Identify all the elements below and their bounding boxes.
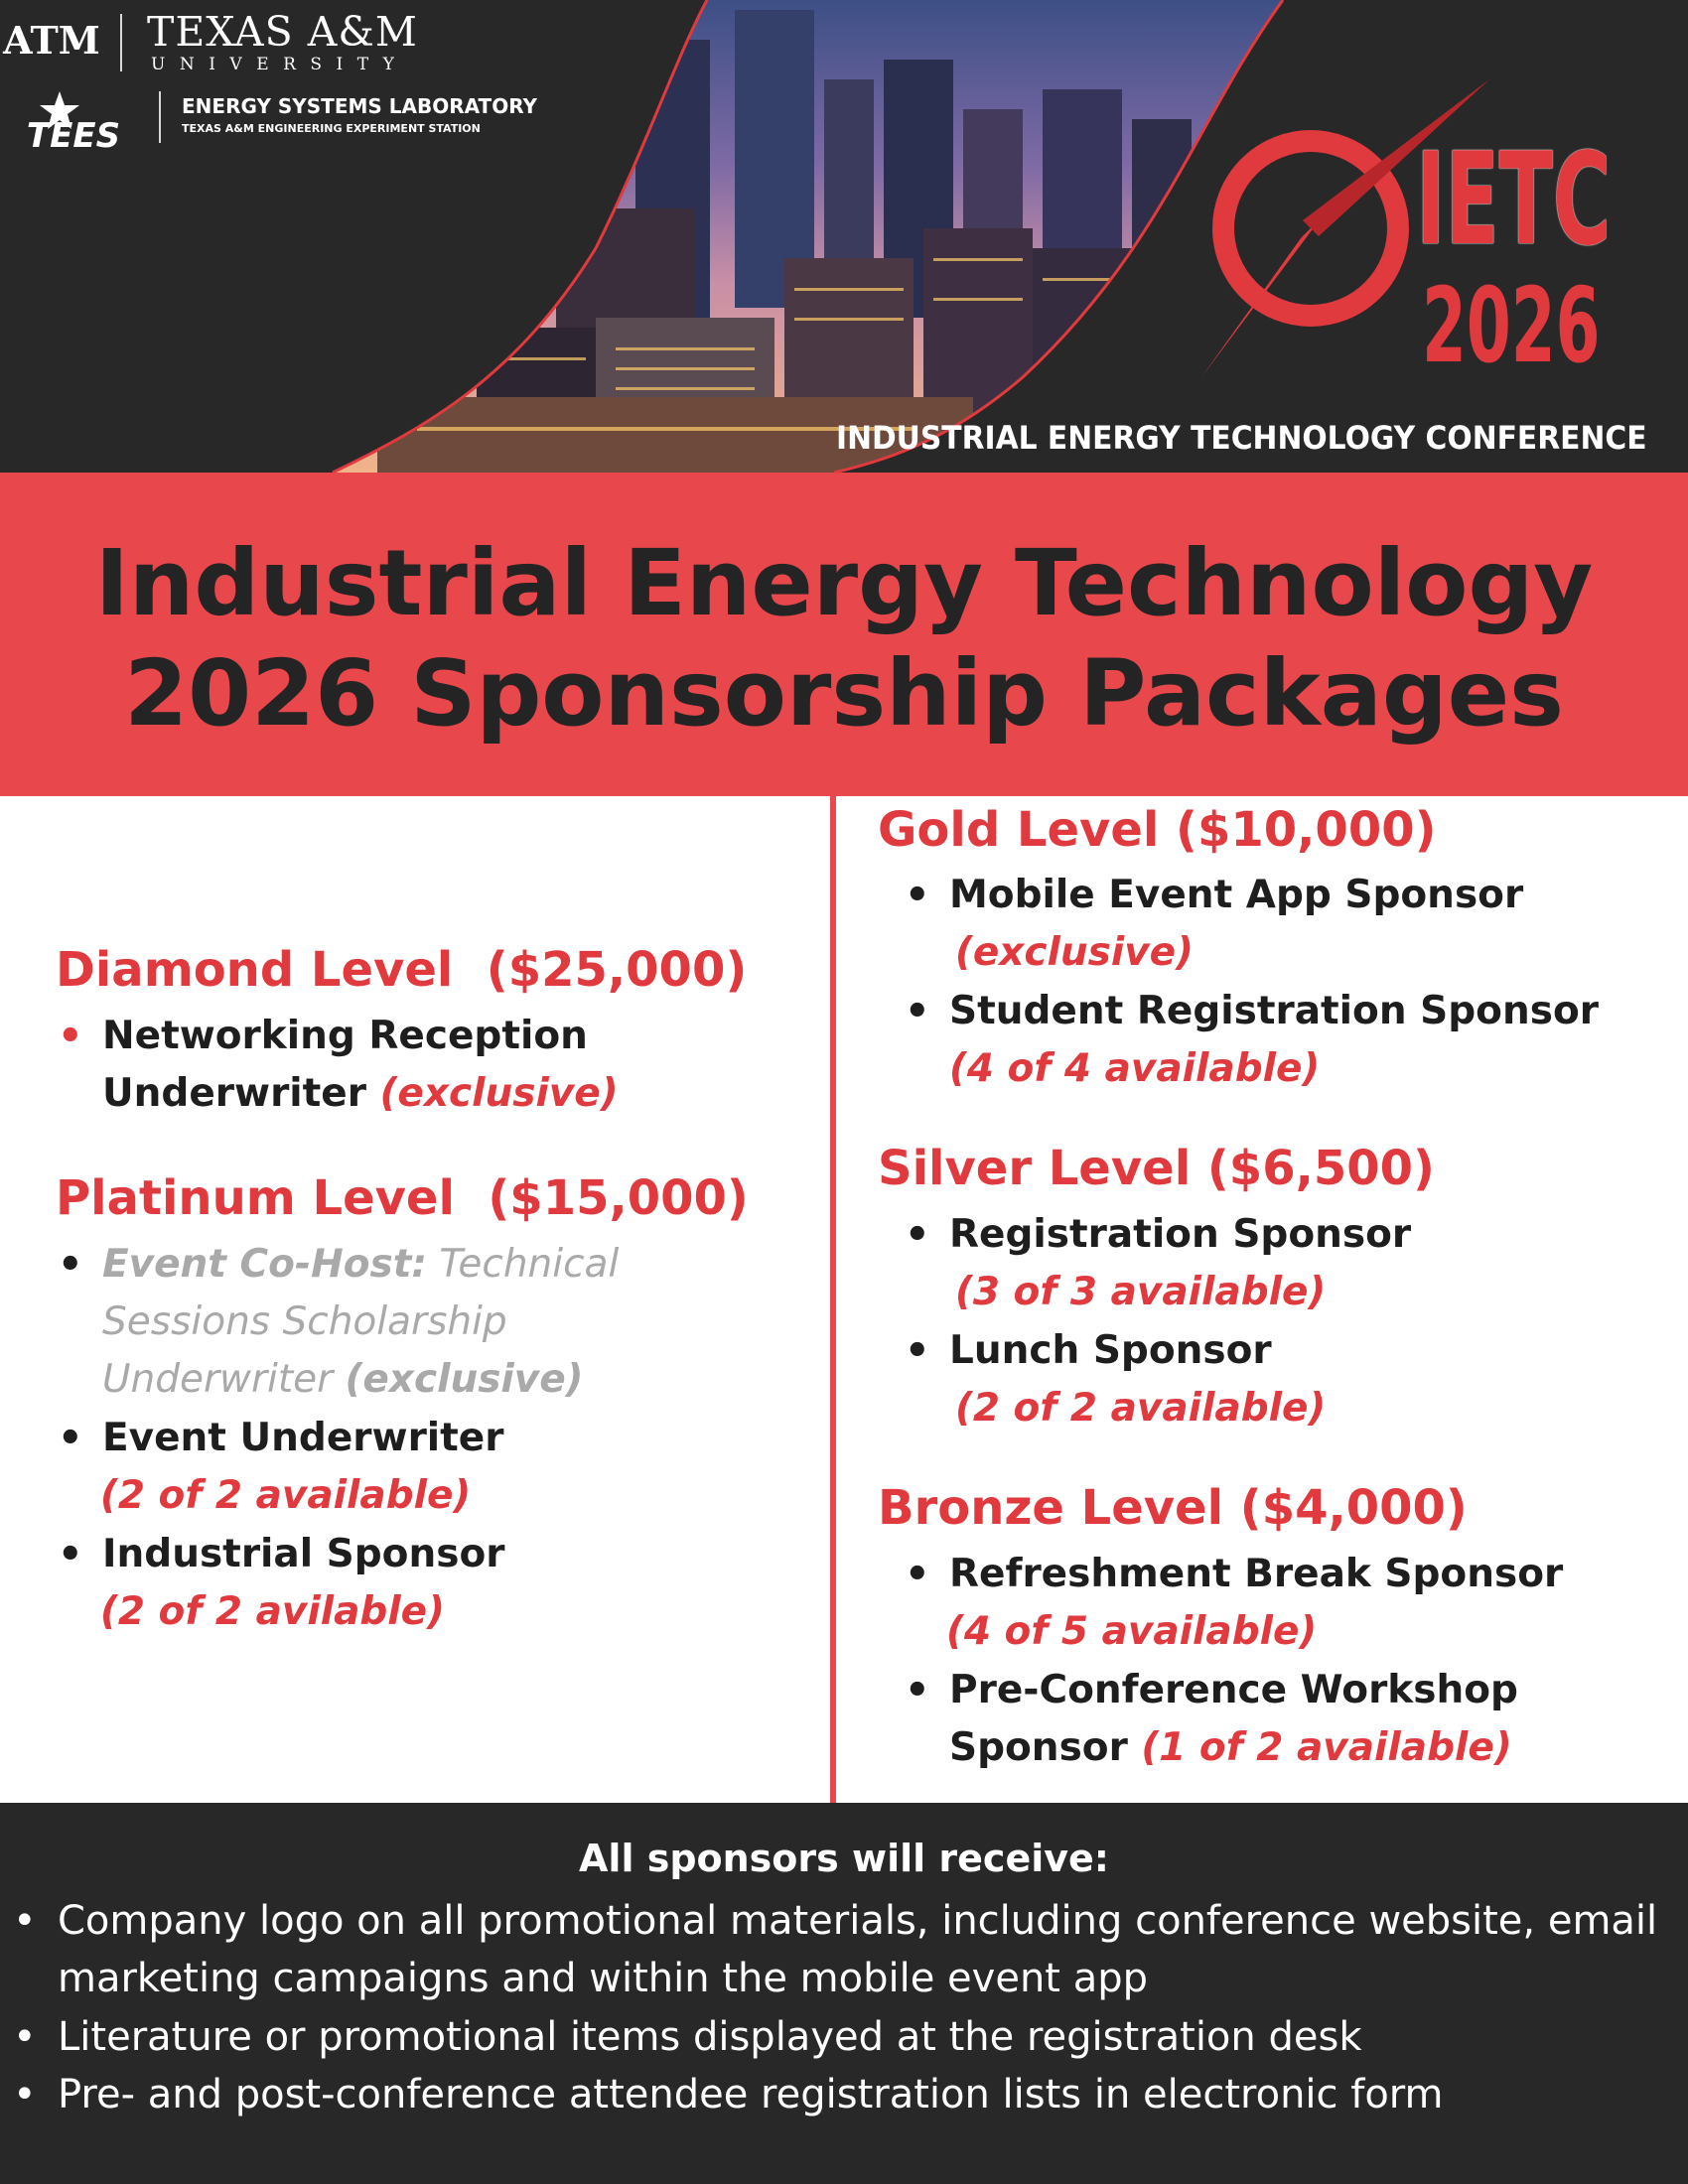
ietc-logo-year: 2026 (1422, 265, 1601, 386)
item-label-text: Technical (427, 1242, 620, 1287)
benefit-text-line-1: Company logo on all promotional materials, including conference website, email (58, 1898, 1658, 1944)
item-label-line-1: Networking Reception (102, 1014, 588, 1058)
bullet-icon: • (905, 989, 930, 1034)
gold-level-heading: Gold Level ($10,000) (878, 802, 1437, 858)
item-label: Industrial Sponsor (102, 1532, 505, 1576)
bronze-item-refreshment (905, 1546, 1664, 1603)
item-label-text: Sessions Scholarship (102, 1299, 507, 1344)
platinum-item-underwriter (58, 1410, 797, 1467)
bullet-icon: • (905, 873, 930, 918)
item-label: Refreshment Break Sponsor (949, 1552, 1564, 1596)
availability-note: (2 of 2 avilable) (100, 1589, 445, 1634)
benefit-item (13, 2066, 1666, 2123)
logo-divider (159, 91, 161, 143)
item-label: Mobile Event App Sponsor (949, 873, 1524, 917)
availability-note: (exclusive) (345, 1357, 584, 1402)
platinum-item-industrial (58, 1526, 797, 1583)
diamond-level-heading: Diamond Level ($25,000) (56, 942, 748, 998)
benefit-item (13, 2008, 1666, 2066)
title-banner (0, 473, 1688, 796)
footer-benefits (0, 1803, 1688, 2184)
gold-item-app (905, 867, 1644, 924)
availability-note: (exclusive) (955, 930, 1194, 975)
availability-note: (2 of 2 available) (100, 1473, 472, 1518)
item-label: Student Registration Sponsor (949, 989, 1599, 1033)
university-name: TEXAS A&M (147, 8, 418, 56)
silver-item-lunch (905, 1322, 1644, 1380)
bullet-icon: • (13, 2014, 37, 2060)
item-label: Lunch Sponsor (949, 1328, 1272, 1373)
diamond-item (58, 1008, 797, 1123)
platinum-level-heading: Platinum Level ($15,000) (56, 1170, 749, 1226)
tees-logo-icon (10, 85, 137, 156)
bullet-icon: • (58, 1532, 83, 1577)
item-label-line-2: Underwriter (102, 1071, 380, 1116)
university-subtitle: UNIVERSITY (151, 55, 409, 74)
page-title-line-2: 2026 Sponsorship Packages (124, 640, 1564, 747)
availability-note: (exclusive) (379, 1071, 619, 1116)
bullet-icon: • (58, 1014, 83, 1059)
availability-note: (1 of 2 available) (1141, 1725, 1512, 1770)
bullet-icon: • (58, 1416, 83, 1461)
benefit-text-line-2: marketing campaigns and within the mobile event app (58, 1956, 1148, 2001)
column-divider (830, 796, 836, 1803)
item-label-bold: Event Co-Host: (102, 1242, 427, 1287)
availability-note: (4 of 4 available) (949, 1046, 1321, 1091)
header-banner (0, 0, 1688, 473)
bullet-icon: • (13, 2072, 37, 2117)
ietc-logo-word: IETC (1416, 126, 1612, 274)
bullet-icon: • (58, 1242, 83, 1288)
texas-am-logo-icon (3, 12, 100, 68)
benefit-text: Literature or promotional items displayed at the registration desk (58, 2014, 1362, 2060)
silver-level-heading: Silver Level ($6,500) (878, 1141, 1435, 1196)
bullet-icon: • (13, 1898, 37, 1944)
gold-item-student (905, 983, 1664, 1040)
benefit-text: Pre- and post-conference attendee registration lists in electronic form (58, 2072, 1444, 2117)
availability-note: (3 of 3 available) (955, 1270, 1327, 1314)
benefit-item (13, 1892, 1666, 2007)
silver-item-registration (905, 1206, 1644, 1264)
platinum-item-cohost (58, 1236, 797, 1409)
bullet-icon: • (905, 1552, 930, 1597)
bullet-icon: • (905, 1328, 930, 1374)
svg-text:TEES: TEES (26, 116, 121, 156)
availability-note: (4 of 5 available) (946, 1609, 1318, 1654)
benefits-heading: All sponsors will receive: (579, 1837, 1109, 1880)
bronze-level-heading: Bronze Level ($4,000) (878, 1480, 1468, 1536)
bullet-icon: • (905, 1212, 930, 1258)
item-label-text: Underwriter (102, 1357, 346, 1402)
lab-subtitle: TEXAS A&M ENGINEERING EXPERIMENT STATION (182, 122, 481, 135)
item-label: Registration Sponsor (949, 1212, 1412, 1257)
logo-divider (120, 14, 122, 71)
svg-text:ATM: ATM (3, 18, 100, 63)
conference-name: INDUSTRIAL ENERGY TECHNOLOGY CONFERENCE (836, 419, 1647, 457)
bronze-item-workshop (905, 1662, 1664, 1777)
page-title-line-1: Industrial Energy Technology (94, 530, 1594, 636)
item-label-line-2: Sponsor (949, 1725, 1142, 1770)
item-label: Event Underwriter (102, 1416, 504, 1460)
lab-name: ENERGY SYSTEMS LABORATORY (182, 94, 537, 118)
item-label-line-1: Pre-Conference Workshop (949, 1668, 1518, 1712)
availability-note: (2 of 2 available) (955, 1386, 1327, 1431)
bullet-icon: • (905, 1668, 930, 1713)
